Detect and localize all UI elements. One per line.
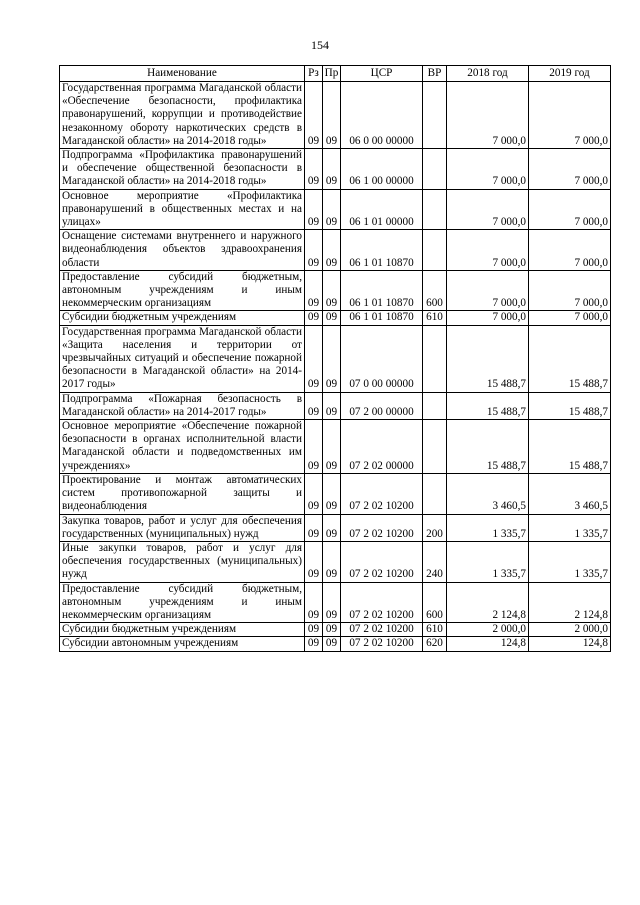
cell-2018: 7 000,0 bbox=[447, 270, 529, 311]
cell-rz: 09 bbox=[305, 541, 323, 582]
header-pr: Пр bbox=[323, 66, 341, 82]
cell-name: Предоставление субсидий бюджетным, автономным учреждениям и иным некоммерческим организациям bbox=[60, 582, 305, 623]
cell-2018: 7 000,0 bbox=[447, 189, 529, 230]
cell-name: Государственная программа Магаданской области «Обеспечение безопасности, профилактика правонарушений, коррупции и противодействие незаконному обороту наркотических средств в Магаданской области» на 2014-2018 годы» bbox=[60, 82, 305, 149]
cell-vr: 600 bbox=[423, 270, 447, 311]
cell-vr bbox=[423, 189, 447, 230]
cell-2019: 15 488,7 bbox=[529, 420, 611, 474]
cell-2019: 2 000,0 bbox=[529, 623, 611, 637]
table-row bbox=[60, 230, 611, 271]
cell-pr: 09 bbox=[323, 230, 341, 271]
cell-csr: 06 1 01 10870 bbox=[341, 230, 423, 271]
cell-2018: 1 335,7 bbox=[447, 514, 529, 541]
table-row bbox=[60, 311, 611, 325]
cell-csr: 06 1 00 00000 bbox=[341, 149, 423, 190]
cell-rz: 09 bbox=[305, 189, 323, 230]
cell-2019: 3 460,5 bbox=[529, 473, 611, 514]
cell-2019: 7 000,0 bbox=[529, 230, 611, 271]
cell-csr: 07 2 02 10200 bbox=[341, 582, 423, 623]
cell-rz: 09 bbox=[305, 623, 323, 637]
cell-pr: 09 bbox=[323, 637, 341, 651]
cell-csr: 06 1 01 10870 bbox=[341, 270, 423, 311]
cell-csr: 06 1 01 10870 bbox=[341, 311, 423, 325]
header-csr: ЦСР bbox=[341, 66, 423, 82]
cell-2019: 2 124,8 bbox=[529, 582, 611, 623]
cell-vr: 600 bbox=[423, 582, 447, 623]
cell-csr: 07 2 02 10200 bbox=[341, 541, 423, 582]
cell-vr: 610 bbox=[423, 311, 447, 325]
cell-pr: 09 bbox=[323, 623, 341, 637]
cell-pr: 09 bbox=[323, 582, 341, 623]
cell-pr: 09 bbox=[323, 541, 341, 582]
cell-rz: 09 bbox=[305, 311, 323, 325]
cell-vr bbox=[423, 325, 447, 392]
cell-2018: 2 124,8 bbox=[447, 582, 529, 623]
budget-table bbox=[59, 65, 611, 652]
table-row bbox=[60, 189, 611, 230]
cell-pr: 09 bbox=[323, 270, 341, 311]
page-number: 154 bbox=[311, 38, 329, 52]
cell-name: Субсидии автономным учреждениям bbox=[60, 637, 305, 651]
cell-csr: 07 2 02 10200 bbox=[341, 623, 423, 637]
cell-rz: 09 bbox=[305, 582, 323, 623]
cell-csr: 07 2 02 10200 bbox=[341, 473, 423, 514]
cell-rz: 09 bbox=[305, 230, 323, 271]
cell-csr: 07 2 00 00000 bbox=[341, 392, 423, 419]
cell-2018: 15 488,7 bbox=[447, 325, 529, 392]
cell-2019: 7 000,0 bbox=[529, 270, 611, 311]
cell-pr: 09 bbox=[323, 325, 341, 392]
cell-pr: 09 bbox=[323, 189, 341, 230]
cell-rz: 09 bbox=[305, 270, 323, 311]
table-header-row bbox=[60, 66, 611, 82]
cell-name: Предоставление субсидий бюджетным, автономным учреждениям и иным некоммерческим организациям bbox=[60, 270, 305, 311]
cell-name: Основное мероприятие «Обеспечение пожарной безопасности в органах исполнительной власти Магаданской области и подведомственных им учреждениях» bbox=[60, 420, 305, 474]
cell-vr bbox=[423, 473, 447, 514]
cell-vr: 200 bbox=[423, 514, 447, 541]
cell-rz: 09 bbox=[305, 637, 323, 651]
cell-name: Субсидии бюджетным учреждениям bbox=[60, 311, 305, 325]
cell-pr: 09 bbox=[323, 149, 341, 190]
cell-2019: 7 000,0 bbox=[529, 311, 611, 325]
cell-name: Субсидии бюджетным учреждениям bbox=[60, 623, 305, 637]
cell-rz: 09 bbox=[305, 514, 323, 541]
cell-2018: 15 488,7 bbox=[447, 420, 529, 474]
cell-2018: 7 000,0 bbox=[447, 82, 529, 149]
header-name: Наименование bbox=[60, 66, 305, 82]
table-row bbox=[60, 637, 611, 651]
cell-2018: 7 000,0 bbox=[447, 149, 529, 190]
header-year-2019: 2019 год bbox=[529, 66, 611, 82]
cell-2019: 1 335,7 bbox=[529, 541, 611, 582]
cell-pr: 09 bbox=[323, 82, 341, 149]
cell-2019: 15 488,7 bbox=[529, 392, 611, 419]
cell-2018: 124,8 bbox=[447, 637, 529, 651]
cell-csr: 07 2 02 00000 bbox=[341, 420, 423, 474]
cell-name: Государственная программа Магаданской области «Защита населения и территории от чрезвычайных ситуаций и обеспечение пожарной безопасности в Магаданской области» на 2014-2017 годы» bbox=[60, 325, 305, 392]
cell-vr bbox=[423, 420, 447, 474]
table-row bbox=[60, 623, 611, 637]
table-row bbox=[60, 473, 611, 514]
table-row bbox=[60, 149, 611, 190]
cell-name: Закупка товаров, работ и услуг для обеспечения государственных (муниципальных) нужд bbox=[60, 514, 305, 541]
cell-vr: 240 bbox=[423, 541, 447, 582]
table-row bbox=[60, 392, 611, 419]
cell-rz: 09 bbox=[305, 82, 323, 149]
cell-vr: 620 bbox=[423, 637, 447, 651]
table-row bbox=[60, 325, 611, 392]
cell-csr: 07 0 00 00000 bbox=[341, 325, 423, 392]
cell-rz: 09 bbox=[305, 325, 323, 392]
cell-name: Основное мероприятие «Профилактика правонарушений в общественных местах и на улицах» bbox=[60, 189, 305, 230]
cell-2018: 15 488,7 bbox=[447, 392, 529, 419]
cell-2019: 15 488,7 bbox=[529, 325, 611, 392]
cell-2019: 1 335,7 bbox=[529, 514, 611, 541]
cell-2018: 3 460,5 bbox=[447, 473, 529, 514]
cell-2019: 124,8 bbox=[529, 637, 611, 651]
table-row bbox=[60, 270, 611, 311]
cell-2018: 1 335,7 bbox=[447, 541, 529, 582]
table-row bbox=[60, 82, 611, 149]
cell-rz: 09 bbox=[305, 420, 323, 474]
cell-csr: 07 2 02 10200 bbox=[341, 514, 423, 541]
cell-pr: 09 bbox=[323, 311, 341, 325]
cell-2018: 7 000,0 bbox=[447, 230, 529, 271]
header-vr: ВР bbox=[423, 66, 447, 82]
table-row bbox=[60, 514, 611, 541]
cell-name: Проектирование и монтаж автоматических систем противопожарной защиты и видеонаблюдения bbox=[60, 473, 305, 514]
header-year-2018: 2018 год bbox=[447, 66, 529, 82]
cell-rz: 09 bbox=[305, 473, 323, 514]
table-row bbox=[60, 541, 611, 582]
cell-vr bbox=[423, 149, 447, 190]
cell-rz: 09 bbox=[305, 149, 323, 190]
cell-name: Оснащение системами внутреннего и наружного видеонаблюдения объектов здравоохранения области bbox=[60, 230, 305, 271]
header-rz: Рз bbox=[305, 66, 323, 82]
cell-name: Подпрограмма «Пожарная безопасность в Магаданской области» на 2014-2017 годы» bbox=[60, 392, 305, 419]
cell-2018: 7 000,0 bbox=[447, 311, 529, 325]
cell-name: Иные закупки товаров, работ и услуг для обеспечения государственных (муниципальных) нужд bbox=[60, 541, 305, 582]
cell-name: Подпрограмма «Профилактика правонарушений и обеспечение общественной безопасности в Магаданской области» на 2014-2018 годы» bbox=[60, 149, 305, 190]
cell-vr bbox=[423, 392, 447, 419]
cell-2019: 7 000,0 bbox=[529, 149, 611, 190]
cell-2019: 7 000,0 bbox=[529, 82, 611, 149]
table-row bbox=[60, 582, 611, 623]
cell-pr: 09 bbox=[323, 473, 341, 514]
cell-2018: 2 000,0 bbox=[447, 623, 529, 637]
table-row bbox=[60, 420, 611, 474]
cell-vr bbox=[423, 82, 447, 149]
cell-vr: 610 bbox=[423, 623, 447, 637]
cell-csr: 06 1 01 00000 bbox=[341, 189, 423, 230]
cell-rz: 09 bbox=[305, 392, 323, 419]
cell-pr: 09 bbox=[323, 514, 341, 541]
cell-vr bbox=[423, 230, 447, 271]
cell-csr: 07 2 02 10200 bbox=[341, 637, 423, 651]
cell-2019: 7 000,0 bbox=[529, 189, 611, 230]
cell-pr: 09 bbox=[323, 420, 341, 474]
cell-csr: 06 0 00 00000 bbox=[341, 82, 423, 149]
cell-pr: 09 bbox=[323, 392, 341, 419]
